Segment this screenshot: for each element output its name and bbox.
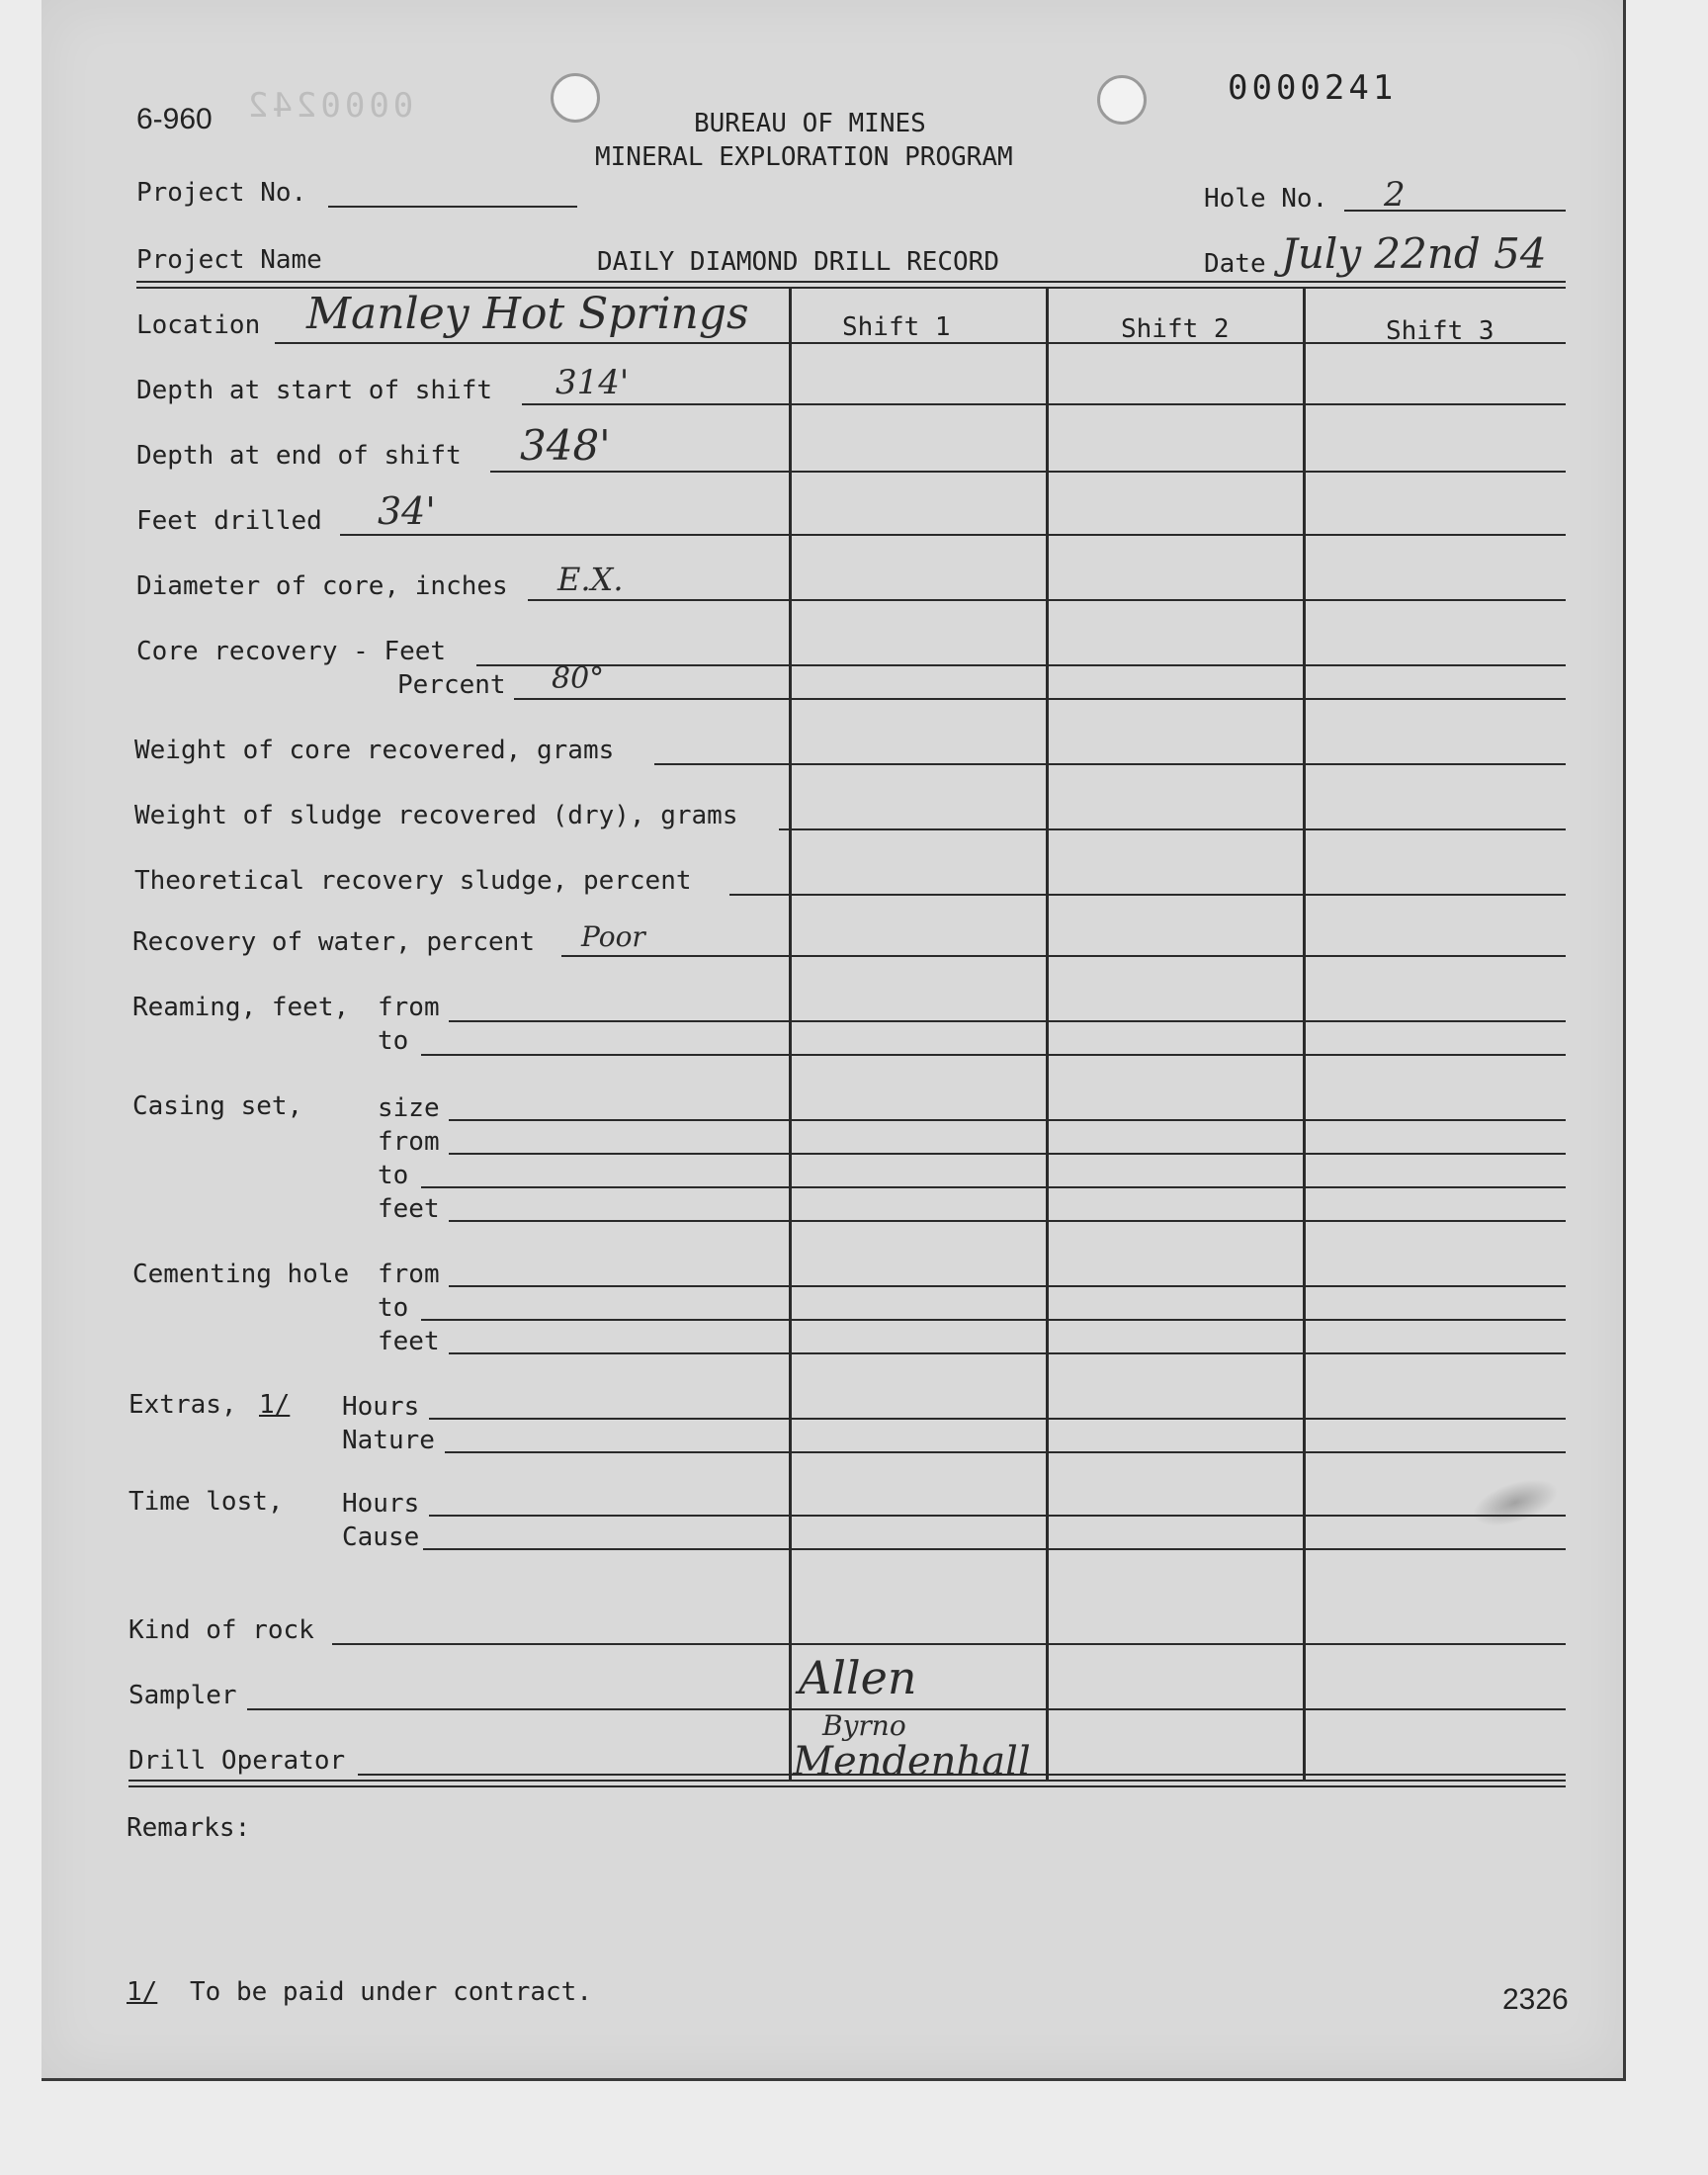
depth-start-label: Depth at start of shift: [136, 376, 493, 405]
punch-hole-right: [1097, 75, 1147, 125]
theoretical-line: [729, 894, 1566, 896]
reaming-label: Reaming, feet,: [132, 993, 350, 1022]
ghost-serial: 0000242: [244, 86, 414, 126]
feet-drilled-value: 34': [378, 489, 436, 533]
weight-core-line: [654, 763, 1566, 765]
location-value: Manley Hot Springs: [306, 289, 749, 339]
casing-feet-line: [449, 1220, 1566, 1222]
col-divider-1: [789, 287, 792, 1782]
remarks-label: Remarks:: [127, 1813, 251, 1843]
page-number: 2326: [1502, 1983, 1569, 2016]
core-recovery-percent-line: [514, 698, 1566, 700]
core-recovery-percent-label: Percent: [397, 670, 506, 700]
reaming-to-label: to: [378, 1026, 409, 1056]
extras-hours-line: [429, 1418, 1566, 1420]
extras-label: Extras,: [128, 1390, 237, 1420]
theoretical-label: Theoretical recovery sludge, percent: [134, 866, 692, 896]
col-divider-2: [1046, 287, 1049, 1782]
shift-1-header: Shift 1: [842, 312, 951, 342]
core-recovery-percent-value: 80°: [552, 661, 605, 696]
casing-from-line: [449, 1153, 1566, 1155]
hole-no-line: [1344, 210, 1566, 212]
depth-start-value: 314': [555, 363, 630, 402]
weight-sludge-label: Weight of sludge recovered (dry), grams: [134, 801, 738, 830]
project-no-line: [328, 206, 577, 208]
time-lost-hours-label: Hours: [342, 1489, 420, 1519]
reaming-from-label: from: [378, 993, 440, 1022]
diameter-value: E.X.: [557, 561, 624, 598]
form-number: 6-960: [136, 103, 213, 135]
water-line: [561, 955, 1566, 957]
time-lost-cause-label: Cause: [342, 1522, 420, 1552]
diameter-label: Diameter of core, inches: [136, 571, 508, 601]
cementing-from-label: from: [378, 1260, 440, 1289]
serial-number: 0000241: [1228, 68, 1398, 108]
date-label: Date: [1204, 249, 1266, 279]
footnote-text: To be paid under contract.: [190, 1977, 592, 2007]
project-no-label: Project No.: [136, 178, 307, 208]
cementing-to-line: [421, 1319, 1566, 1321]
extras-footnote-ref: 1/: [259, 1390, 291, 1420]
casing-to-line: [421, 1186, 1566, 1188]
shift-2-header: Shift 2: [1121, 314, 1230, 344]
cementing-feet-label: feet: [378, 1327, 440, 1356]
casing-feet-label: feet: [378, 1194, 440, 1224]
hole-no-value: 2: [1384, 175, 1406, 215]
time-lost-cause-line: [423, 1548, 1566, 1550]
casing-label: Casing set,: [132, 1091, 303, 1121]
footnote-marker: 1/: [127, 1977, 158, 2007]
smudge-mark: [1467, 1470, 1564, 1535]
punch-hole-left: [551, 73, 600, 123]
agency-title: BUREAU OF MINES: [694, 109, 926, 138]
extras-hours-label: Hours: [342, 1392, 420, 1422]
cementing-feet-line: [449, 1352, 1566, 1354]
drill-operator-label: Drill Operator: [128, 1746, 346, 1776]
header-rule: [136, 281, 1566, 283]
water-value: Poor: [581, 920, 645, 953]
cementing-label: Cementing hole: [132, 1260, 350, 1289]
time-lost-label: Time lost,: [128, 1487, 284, 1517]
sampler-line: [247, 1708, 1566, 1710]
casing-to-label: to: [378, 1161, 409, 1190]
casing-size-label: size: [378, 1093, 440, 1123]
record-title: DAILY DIAMOND DRILL RECORD: [597, 247, 999, 277]
extras-nature-line: [445, 1451, 1566, 1453]
casing-size-line: [449, 1119, 1566, 1121]
hole-no-label: Hole No.: [1204, 184, 1328, 214]
drill-operator-value-1: Byrno: [822, 1709, 906, 1742]
drill-operator-line: [358, 1774, 1566, 1776]
depth-end-value: 348': [520, 421, 611, 470]
weight-core-label: Weight of core recovered, grams: [134, 736, 615, 765]
depth-end-label: Depth at end of shift: [136, 441, 462, 471]
feet-drilled-label: Feet drilled: [136, 506, 322, 536]
bottom-rule: [128, 1780, 1566, 1782]
location-label: Location: [136, 310, 261, 340]
cementing-from-line: [449, 1285, 1566, 1287]
core-recovery-feet-label: Core recovery - Feet: [136, 637, 447, 666]
drill-operator-value-2: Mendenhall: [793, 1739, 1031, 1784]
extras-nature-label: Nature: [342, 1426, 435, 1455]
bottom-rule-2: [128, 1785, 1566, 1787]
date-value: July 22nd 54: [1281, 229, 1547, 278]
kind-of-rock-label: Kind of rock: [128, 1615, 314, 1645]
shift-3-header: Shift 3: [1386, 316, 1494, 346]
feet-drilled-line: [340, 534, 1566, 536]
project-name-label: Project Name: [136, 245, 322, 275]
location-line: [275, 342, 1566, 344]
sampler-value: Allen: [799, 1651, 917, 1704]
water-label: Recovery of water, percent: [132, 927, 535, 957]
time-lost-hours-line: [429, 1515, 1566, 1517]
sampler-label: Sampler: [128, 1681, 237, 1710]
col-divider-3: [1303, 287, 1306, 1782]
kind-of-rock-line: [332, 1643, 1566, 1645]
depth-start-line: [522, 403, 1566, 405]
casing-from-label: from: [378, 1127, 440, 1157]
core-recovery-feet-line: [476, 664, 1566, 666]
diameter-line: [528, 599, 1566, 601]
program-title: MINERAL EXPLORATION PROGRAM: [595, 142, 1013, 172]
cementing-to-label: to: [378, 1293, 409, 1323]
reaming-to-line: [421, 1054, 1566, 1056]
reaming-from-line: [449, 1020, 1566, 1022]
form-sheet: [42, 0, 1626, 2081]
depth-end-line: [490, 471, 1566, 473]
weight-sludge-line: [779, 828, 1566, 830]
